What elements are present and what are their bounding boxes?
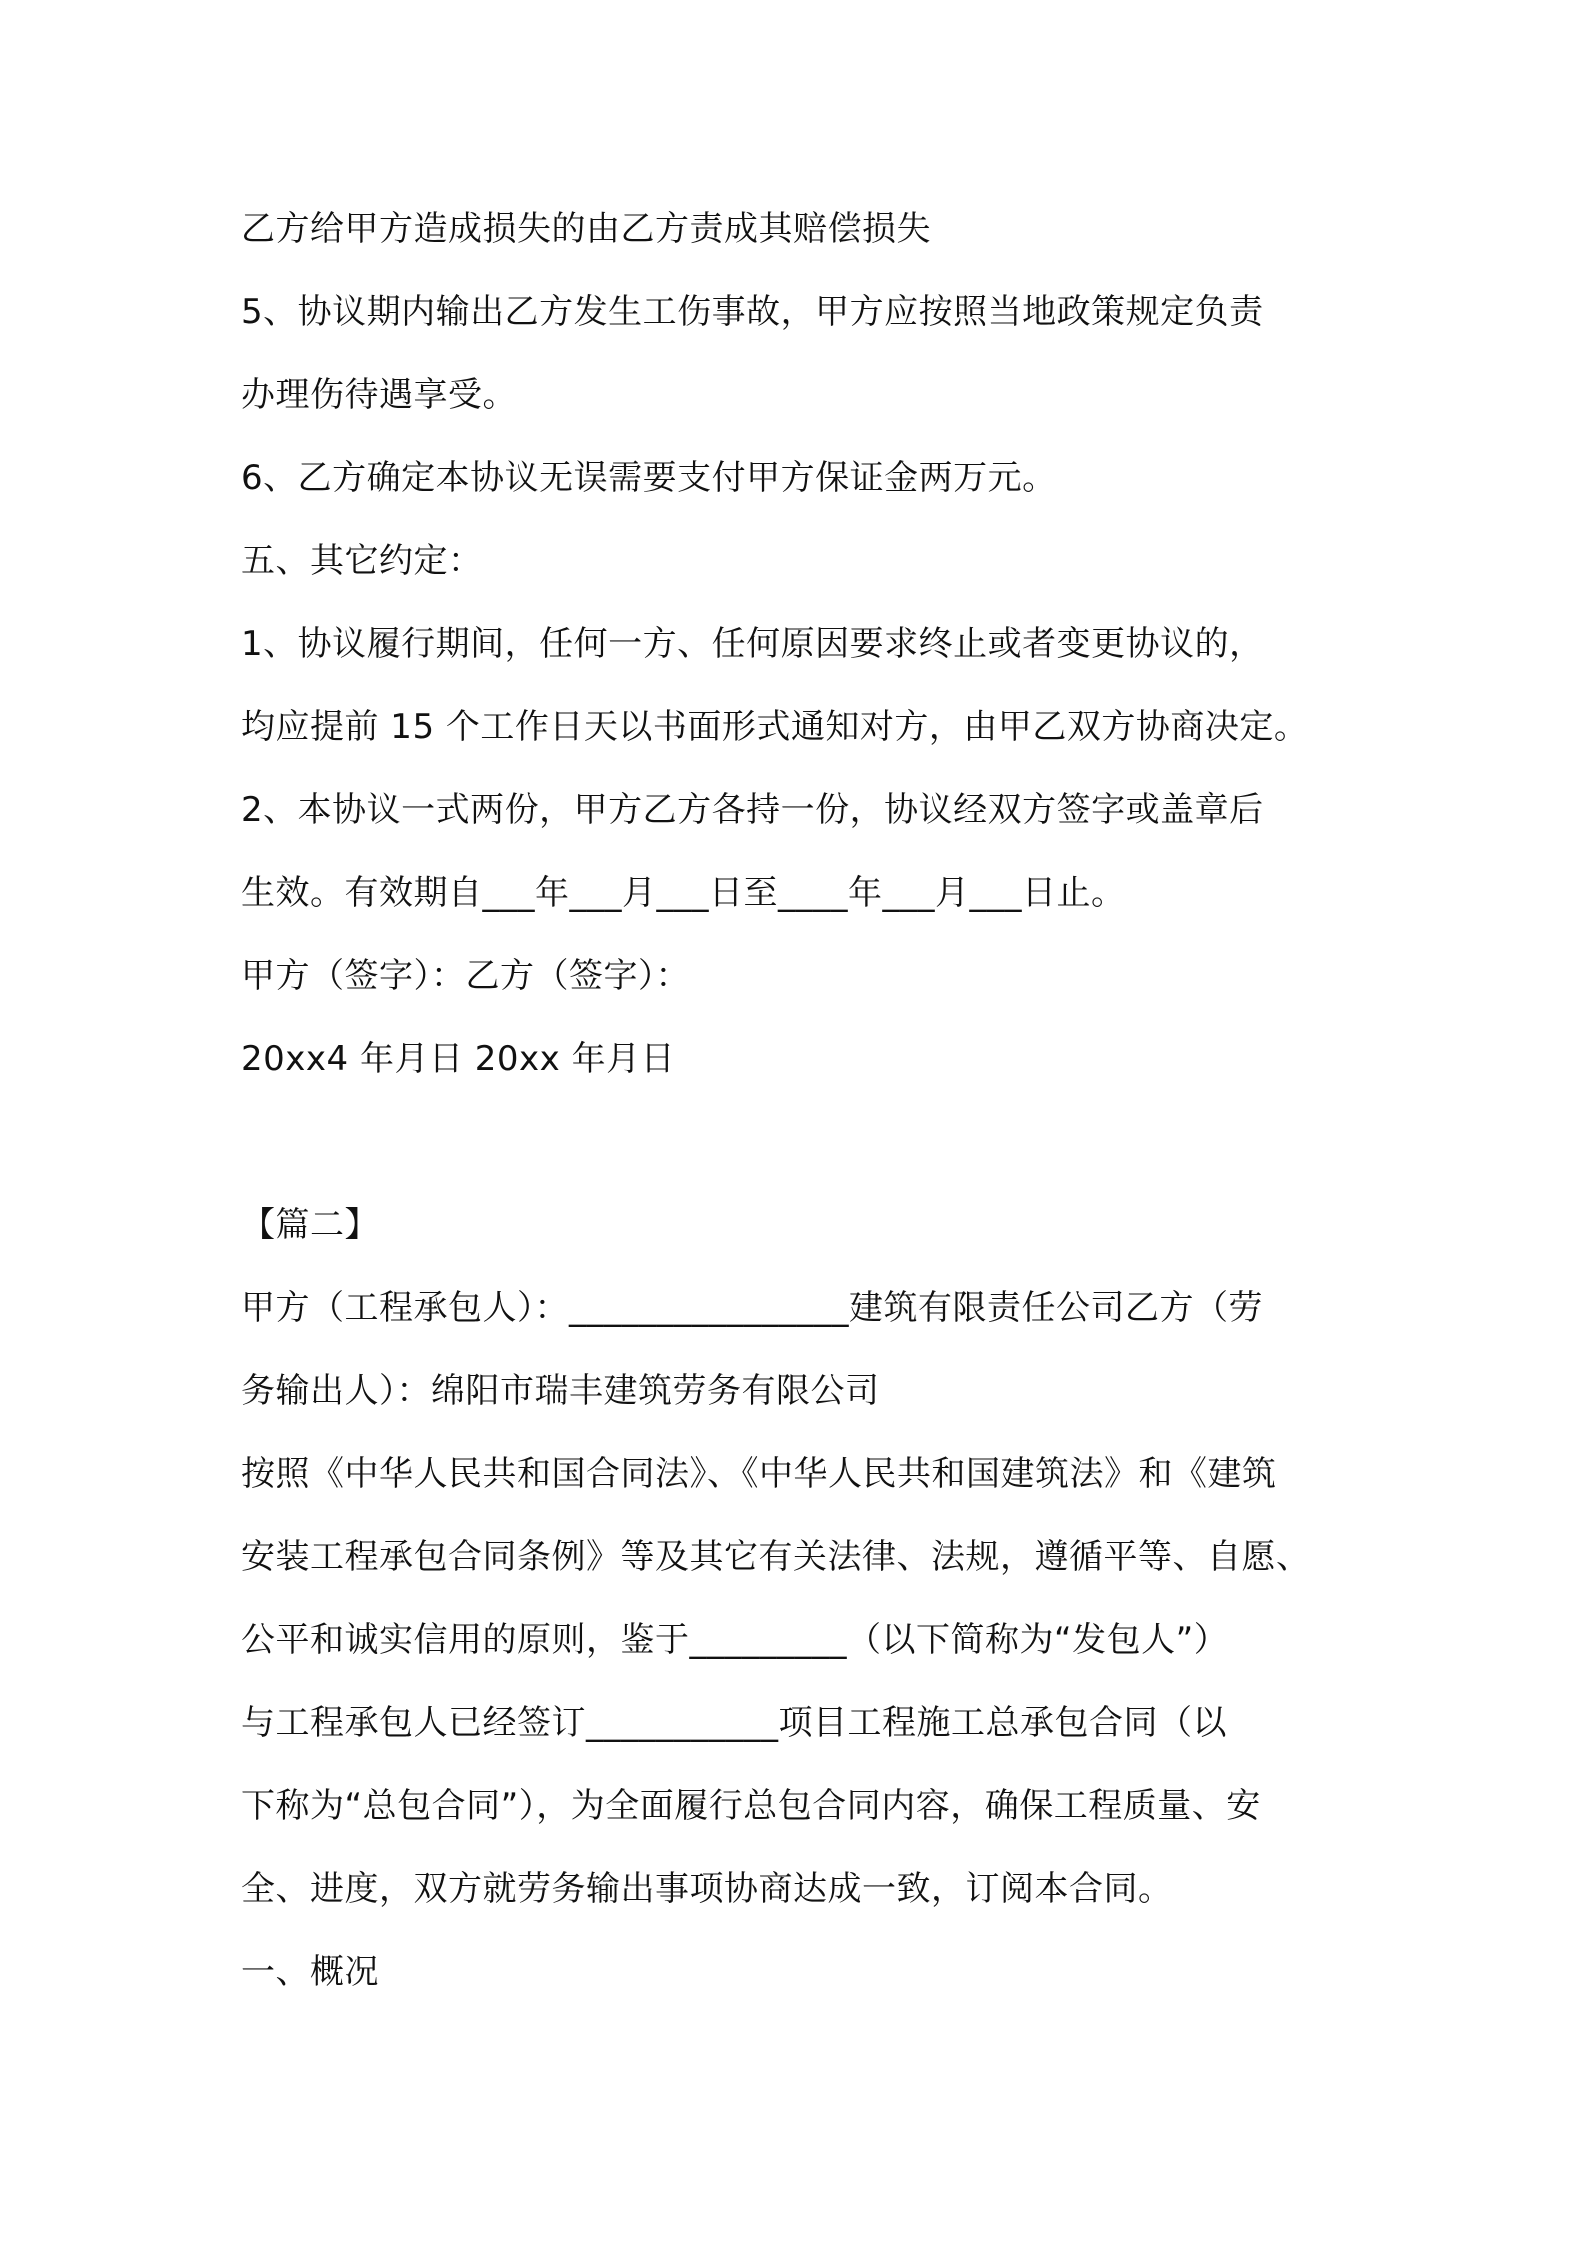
- text-line-party-a: 甲方（工程承包人）：________________建筑有限责任公司乙方（劳: [241, 1288, 1263, 1328]
- text-line-legal-basis-5: 下称为“总包合同”），为全面履行总包合同内容，确保工程质量、安: [241, 1786, 1261, 1826]
- text-line-clause-5-cont: 办理伤待遇享受。: [241, 375, 517, 415]
- text-line-party-b: 务输出人）：绵阳市瑞丰建筑劳务有限公司: [241, 1371, 880, 1411]
- text-line-dates: 20xx4 年月日 20xx 年月日: [241, 1039, 676, 1079]
- text-line-legal-basis-3: 公平和诚实信用的原则，鉴于_________（以下简称为“发包人”）: [241, 1620, 1229, 1660]
- text-line-legal-basis-2: 安装工程承包合同条例》等及其它有关法律、法规，遵循平等、自愿、: [241, 1537, 1311, 1577]
- text-line-legal-basis-1: 按照《中华人民共和国合同法》、《中华人民共和国建筑法》和《建筑: [241, 1454, 1277, 1494]
- section-heading-overview: 一、概况: [241, 1952, 379, 1992]
- text-line-validity-period: 生效。有效期自___年___月___日至____年___月___日止。: [241, 873, 1126, 913]
- text-line-signatures: 甲方（签字）：乙方（签字）：: [241, 956, 690, 996]
- text-line-legal-basis-6: 全、进度，双方就劳务输出事项协商达成一致，订阅本合同。: [241, 1869, 1173, 1909]
- text-line-agreement-1: 1、协议履行期间，任何一方、任何原因要求终止或者变更协议的，: [241, 624, 1264, 664]
- text-line-clause-5: 5、协议期内输出乙方发生工伤事故，甲方应按照当地政策规定负责: [241, 292, 1264, 332]
- section-heading-part-two: 【篇二】: [241, 1205, 379, 1245]
- text-line-loss-compensation: 乙方给甲方造成损失的由乙方责成其赔偿损失: [241, 209, 931, 249]
- text-line-agreement-2: 2、本协议一式两份，甲方乙方各持一份，协议经双方签字或盖章后: [241, 790, 1264, 830]
- section-heading-other-agreements: 五、其它约定：: [241, 541, 483, 581]
- text-line-legal-basis-4: 与工程承包人已经签订___________项目工程施工总承包合同（以: [241, 1703, 1227, 1743]
- text-line-clause-6: 6、乙方确定本协议无误需要支付甲方保证金两万元。: [241, 458, 1057, 498]
- text-line-agreement-1-cont: 均应提前 15 个工作日天以书面形式通知对方，由甲乙双方协商决定。: [241, 707, 1309, 747]
